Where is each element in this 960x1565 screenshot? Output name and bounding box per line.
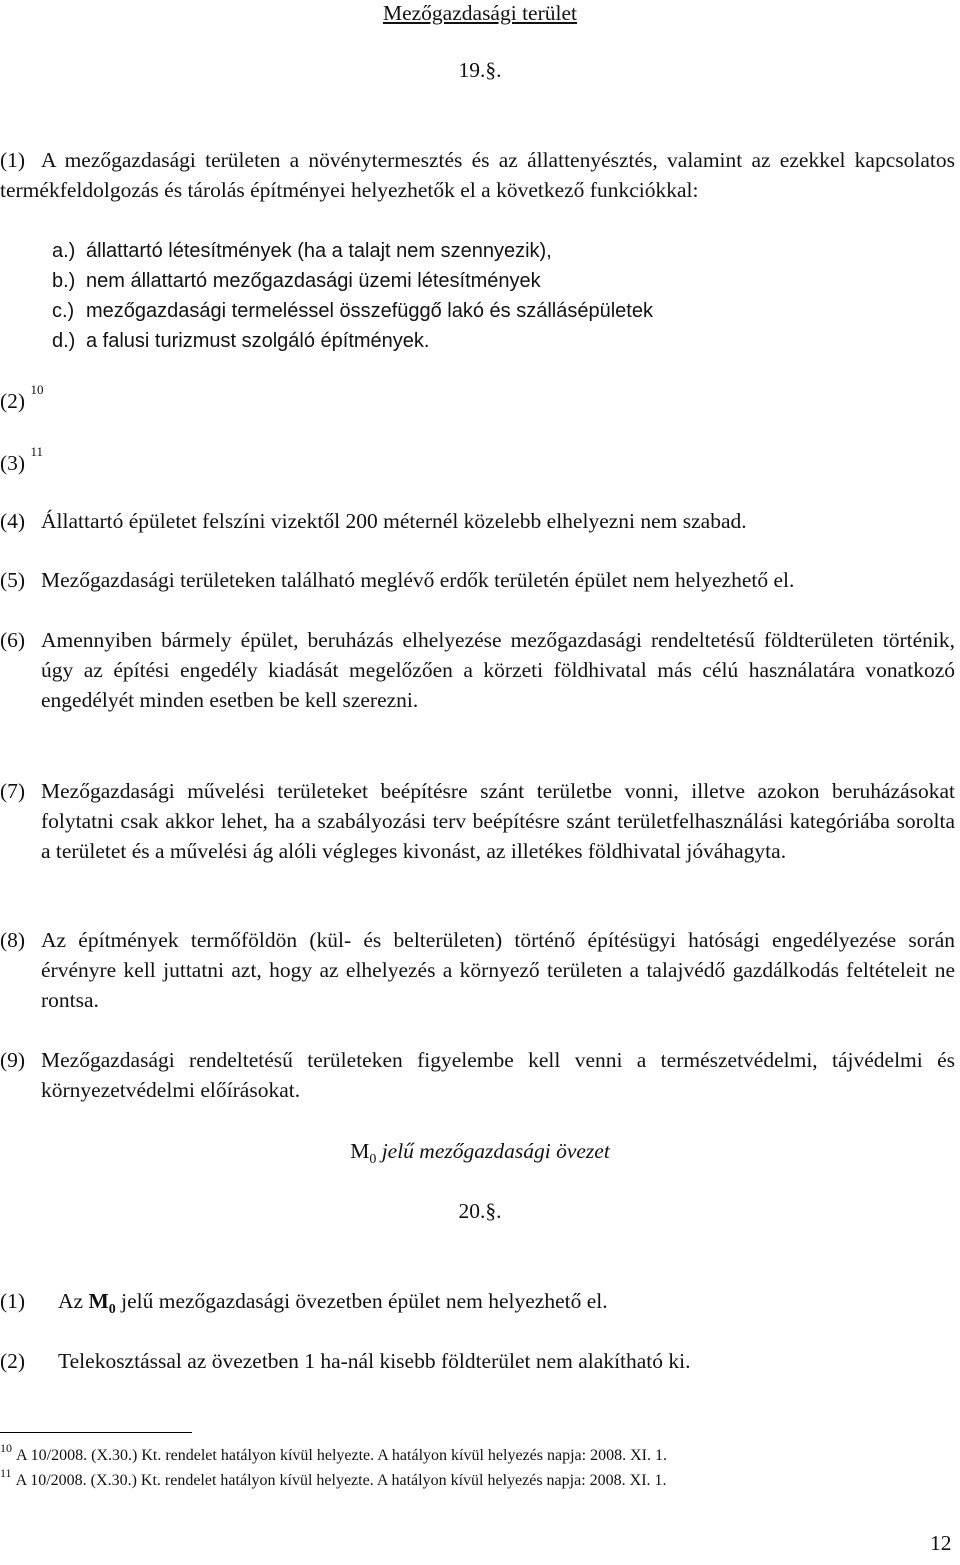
- list-item-label: b.): [52, 270, 76, 292]
- list-item-label: c.): [52, 300, 75, 322]
- list-item-text: állattartó létesítmények (ha a talajt nem szennyezik),: [86, 240, 552, 262]
- list-item-a: [52, 236, 552, 266]
- paragraph-number: (9): [0, 1048, 26, 1072]
- footnote-separator: [0, 1432, 192, 1433]
- footnote-ref: 10: [30, 382, 44, 397]
- footnote-text: A 10/2008. (X.30.) Kt. rendelet hatályon kívül helyezte. A hatályon kívül helyezés napja: 2008. XI. 1.: [16, 1447, 667, 1464]
- paragraph-number: (2): [0, 389, 26, 413]
- footnote-text: A 10/2008. (X.30.) Kt. rendelet hatályon kívül helyezte. A hatályon kívül helyezés napja: 2008. XI. 1.: [15, 1472, 667, 1489]
- paragraph-5: [0, 565, 955, 595]
- list-item-c: [52, 296, 653, 326]
- section-number-19: 19.§.: [458, 58, 502, 82]
- paragraph-text: Mezőgazdasági rendeltetésű területeken figyelembe kell venni a természetvédelmi, tájvédelmi és környezetvédelmi előírásokat.: [41, 1048, 955, 1102]
- paragraph-number: (4): [0, 509, 26, 533]
- list-item-text: nem állattartó mezőgazdasági üzemi létesítmények: [86, 270, 541, 292]
- paragraph-text: Állattartó épületet felszíni vizektől 200 méternél közelebb elhelyezni nem szabad.: [41, 509, 747, 533]
- page-number: 12: [930, 1531, 952, 1555]
- paragraph-number: (8): [0, 928, 26, 952]
- zone-code-bold: M: [88, 1289, 109, 1313]
- paragraph-text: Mezőgazdasági területeken található meglévő erdők területén épület nem helyezhető el.: [41, 568, 795, 592]
- zone-paragraph-2: [0, 1346, 691, 1376]
- zone-code-subscript: 0: [108, 1302, 116, 1317]
- paragraph-number: (6): [0, 628, 26, 652]
- footnote-marker: 11: [0, 1466, 12, 1480]
- paragraph-8: [0, 925, 955, 1015]
- paragraph-4: [0, 506, 955, 536]
- paragraph-1: [0, 145, 955, 205]
- section-title: Mezőgazdasági terület: [382, 1, 577, 25]
- list-item-text: a falusi turizmust szolgáló építmények.: [86, 330, 430, 352]
- paragraph-2: [0, 382, 44, 419]
- zone-title-text: jelű mezőgazdasági övezet: [376, 1139, 610, 1163]
- paragraph-text: Telekosztással az övezetben 1 ha-nál kisebb földterület nem alakítható ki.: [58, 1349, 691, 1373]
- zone-subscript: 0: [369, 1152, 377, 1167]
- paragraph-text: Amennyiben bármely épület, beruházás elhelyezése mezőgazdasági rendeltetésű földterületen történik, úgy az építési engedély kiadását megelőzően a körzeti földhivatal más célú használatára vonatkozó engedélyét minden esetben be kell szerezni.: [41, 628, 955, 712]
- paragraph-number: (2): [0, 1349, 26, 1373]
- paragraph-number: (3): [0, 451, 26, 475]
- paragraph-3: [0, 444, 43, 481]
- paragraph-number: (1): [0, 148, 26, 172]
- paragraph-6: [0, 625, 955, 715]
- paragraph-text: Mezőgazdasági művelési területeket beépítésre szánt területbe vonni, illetve azokon beruházásokat folytatni csak akkor lehet, ha a szabályozási terv beépítésre szánt területfelhasználási kategóriába sorolta a területet és a művelési ág alóli végleges kivonást, az illetékes földhivatal jóváhagyta.: [41, 779, 955, 863]
- paragraph-text: Az $M_0$ jelű mezőgazdasági övezetben épület nem helyezhető el.: [58, 1289, 608, 1317]
- footnote-ref: 11: [30, 444, 43, 459]
- paragraph-text: Az építmények termőföldön (kül- és belterületen) történő építésügyi hatósági engedélyezése során érvényre kell juttatni azt, hogy az elhelyezés a környező területen a talajvédő gazdálkodás feltételeit ne rontsa.: [41, 928, 955, 1012]
- footnote-10: [0, 1441, 667, 1467]
- list-item-label: a.): [52, 240, 76, 262]
- list-item-b: [52, 266, 541, 296]
- footnote-marker: 10: [0, 1441, 12, 1455]
- footnote-11: [0, 1466, 667, 1492]
- paragraph-number: (1): [0, 1289, 26, 1313]
- list-item-d: [52, 326, 430, 356]
- paragraph-9: [0, 1045, 955, 1105]
- subsection-title-m0: [0, 1136, 960, 1170]
- paragraph-number: (7): [0, 779, 26, 803]
- list-item-text: mezőgazdasági termeléssel összefüggő lakó és szállásépületek: [86, 300, 653, 322]
- section-number-20: 20.§.: [458, 1199, 502, 1223]
- paragraph-number: (5): [0, 568, 26, 592]
- list-item-label: d.): [52, 330, 76, 352]
- zone-paragraph-1: [0, 1286, 608, 1317]
- paragraph-text: A mezőgazdasági területen a növénytermesztés és az állattenyésztés, valamint az ezekkel kapcsolatos termékfeldolgozás és tárolás építményei helyezhetők el a következő funkciókkal:: [0, 148, 955, 202]
- zone-letter: M: [350, 1139, 370, 1163]
- paragraph-7: [0, 776, 955, 866]
